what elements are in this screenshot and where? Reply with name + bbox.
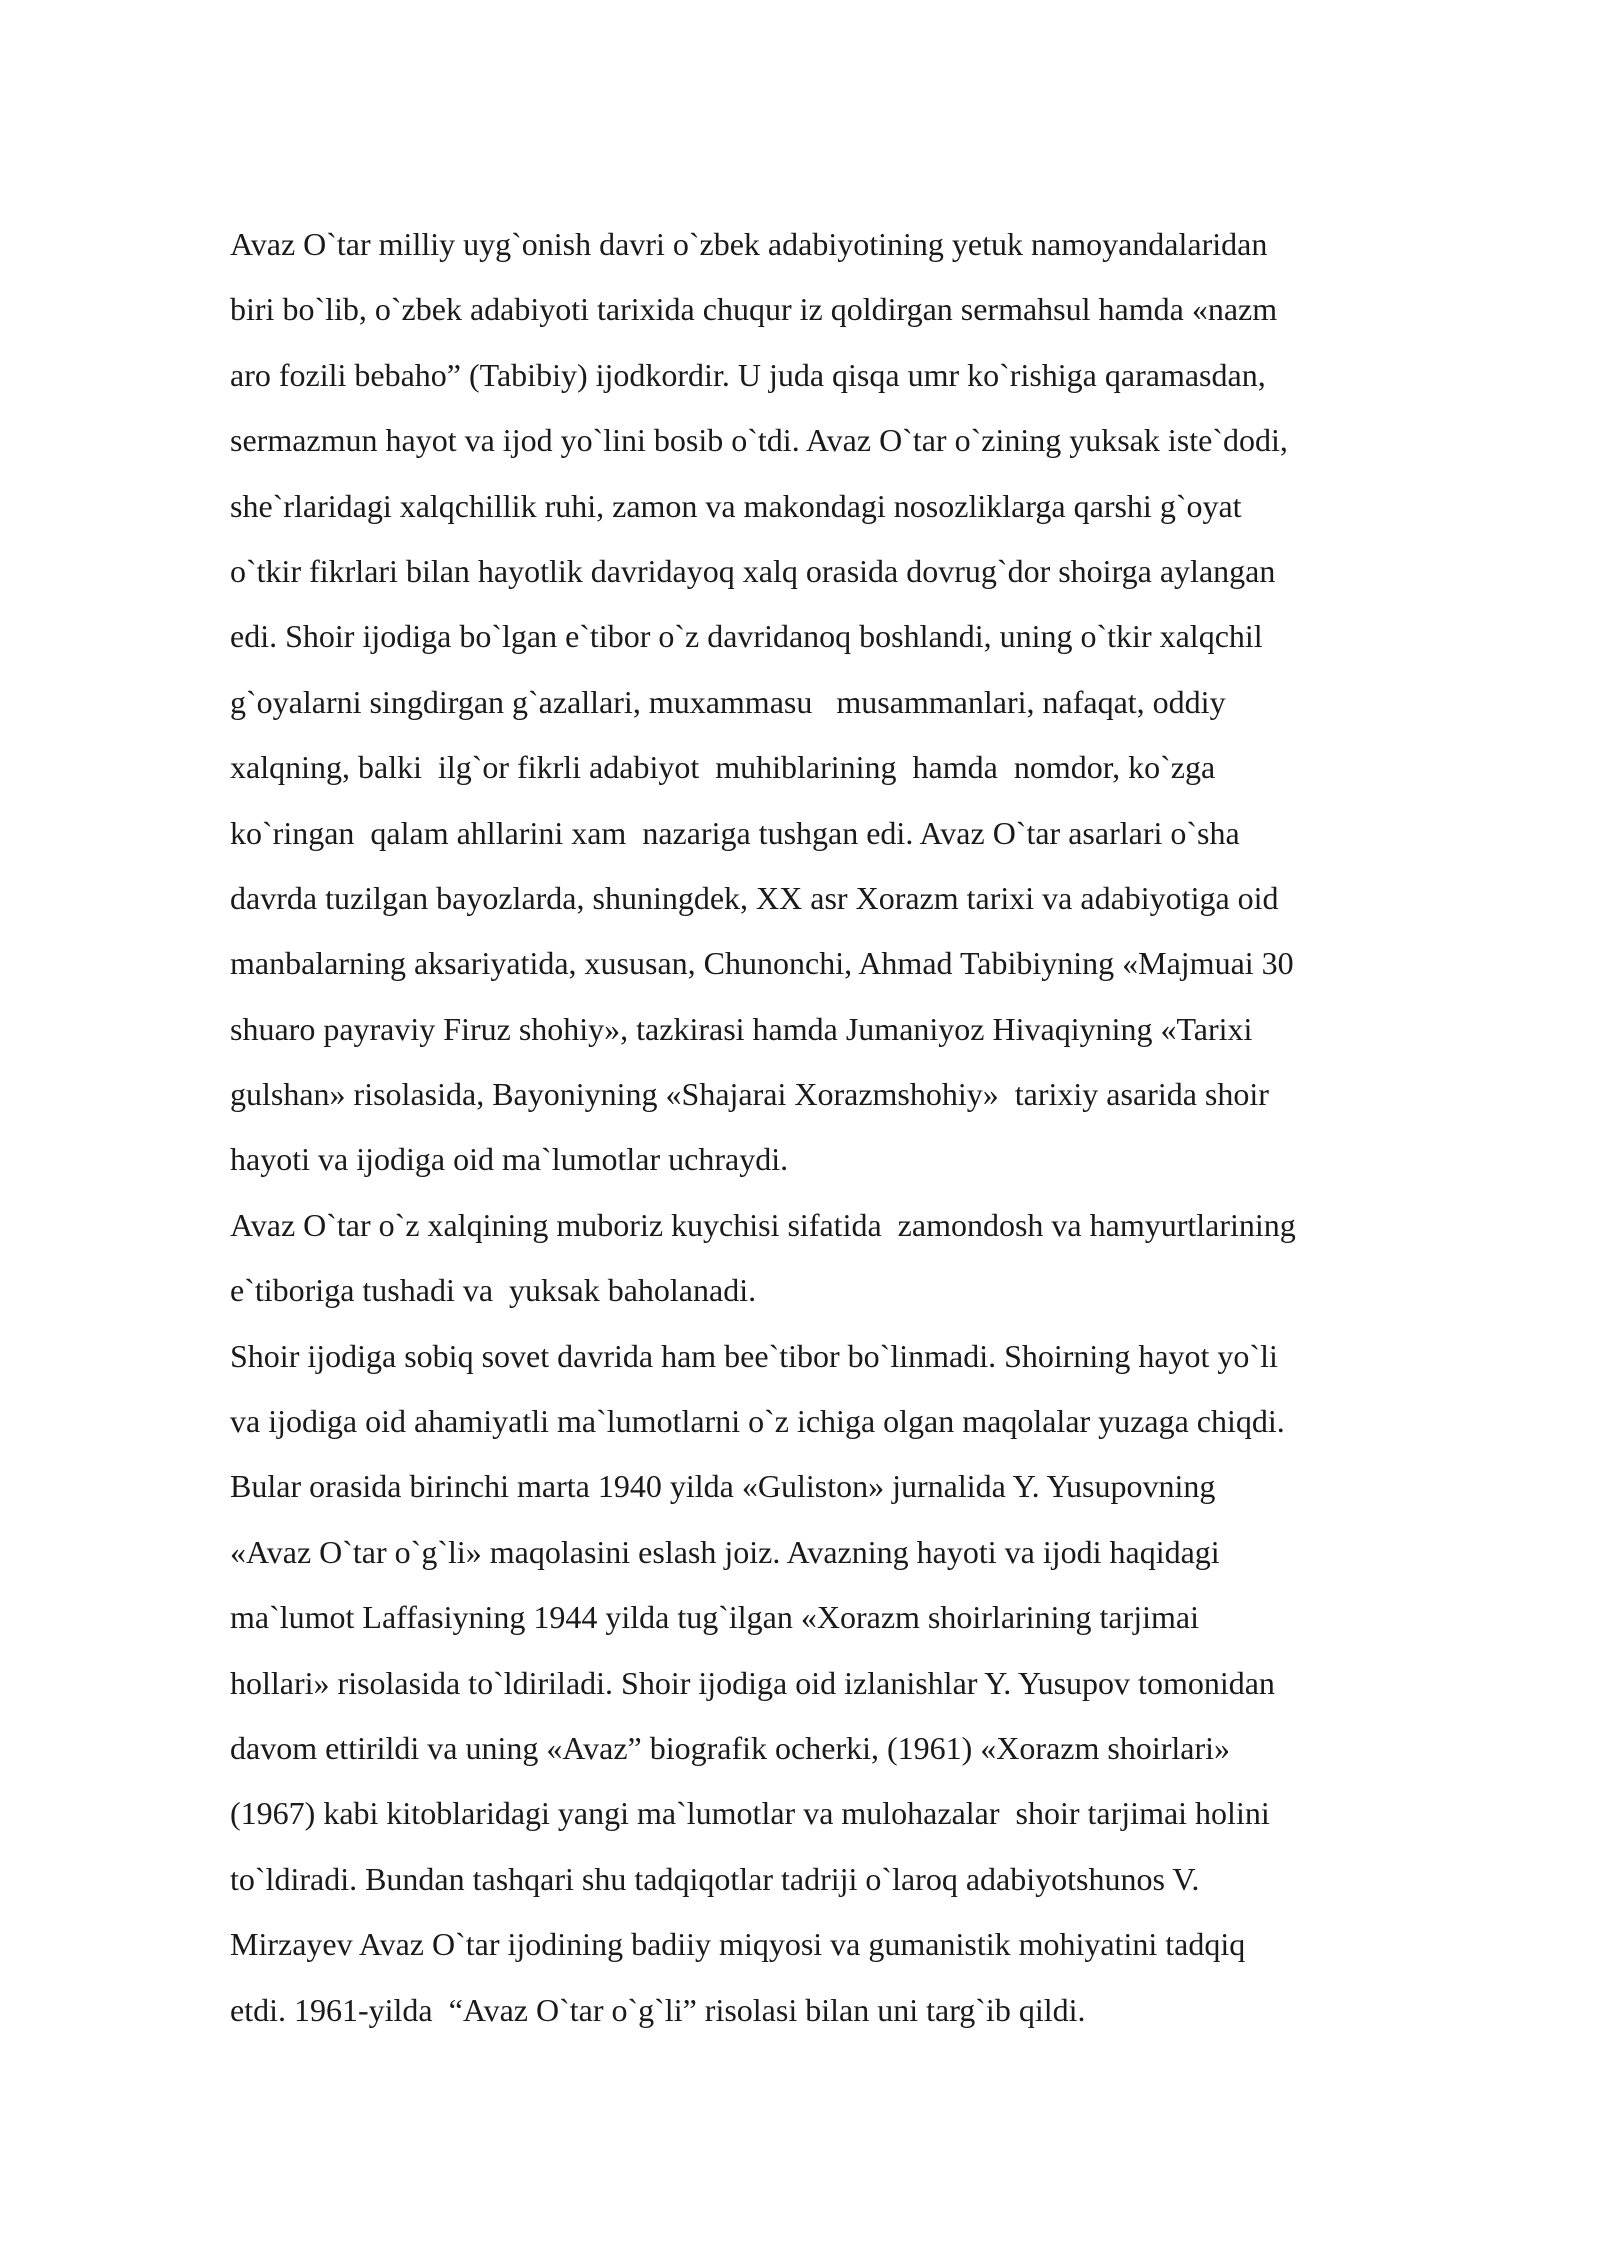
text-line: «Avaz O`tar o`g`li» maqolasini eslash joiz. Avazning hayoti va ijodi haqidagi [230, 1533, 1220, 1570]
text-line: Bular orasida birinchi marta 1940 yilda «Guliston» jurnalida Y. Yusupovning [230, 1468, 1216, 1505]
text-line: e`tiboriga tushadi va yuksak baholanadi. [230, 1272, 757, 1309]
text-line: edi. Shoir ijodiga bo`lgan e`tibor o`z davridanoq boshlandi, uning o`tkir xalqchil [230, 618, 1263, 655]
text-line: davrda tuzilgan bayozlarda, shuningdek, XX asr Xorazm tarixi va adabiyotiga oid [230, 879, 1279, 916]
text-line: ma`lumot Laffasiyning 1944 yilda tug`ilgan «Xorazm shoirlarining tarjimai [230, 1599, 1199, 1636]
text-line: Avaz O`tar milliy uyg`onish davri o`zbek adabiyotining yetuk namoyandalaridan [230, 226, 1268, 262]
text-line: g`oyalarni singdirgan g`azallari, muxammasu musammanlari, nafaqat, oddiy [230, 683, 1226, 720]
text-line: manbalarning aksariyatida, xususan, Chunonchi, Ahmad Tabibiyning «Majmuai 30 [230, 945, 1294, 982]
text-line: davom ettirildi va uning «Avaz” biografik ocherki, (1961) «Xorazm shoirlari» [230, 1729, 1230, 1766]
text-line: gulshan» risolasida, Bayoniyning «Shajarai Xorazmshohiy» tarixiy asarida shoir [230, 1076, 1269, 1113]
text-line: Mirzayev Avaz O`tar ijodining badiiy miqyosi va gumanistik mohiyatini tadqiq [230, 1926, 1246, 1963]
text-line: hayoti va ijodiga oid ma`lumotlar uchraydi. [230, 1141, 789, 1178]
text-line: va ijodiga oid ahamiyatli ma`lumotlarni o`z ichiga olgan maqolalar yuzaga chiqdi. [230, 1403, 1285, 1440]
text-line: hollari» risolasida to`ldiriladi. Shoir ijodiga oid izlanishlar Y. Yusupov tomonidan [230, 1664, 1275, 1701]
text-line: biri bo`lib, o`zbek adabiyoti tarixida chuqur iz qoldirgan sermahsul hamda «nazm [230, 291, 1278, 328]
text-line: she`rlaridagi xalqchillik ruhi, zamon va makondagi nosozliklarga qarshi g`oyat [230, 487, 1242, 524]
text-line: etdi. 1961-yilda “Avaz O`tar o`g`li” risolasi bilan uni targ`ib qildi. [230, 1991, 1086, 2028]
text-line: aro fozili bebaho” (Tabibiy) ijodkordir. U juda qisqa umr ko`rishiga qaramasdan, [230, 356, 1266, 393]
body-text [230, 212, 1520, 2043]
text-line: ko`ringan qalam ahllarini xam nazariga tushgan edi. Avaz O`tar asarlari o`sha [230, 814, 1240, 851]
text-line: o`tkir fikrlari bilan hayotlik davridayoq xalq orasida dovrug`dor shoirga aylangan [230, 552, 1276, 589]
text-line: Avaz O`tar o`z xalqining muboriz kuychisi sifatida zamondosh va hamyurtlarining [230, 1206, 1296, 1243]
text-line: sermazmun hayot va ijod yo`lini bosib o`tdi. Avaz O`tar o`zining yuksak iste`dodi, [230, 422, 1288, 459]
text-line: to`ldiradi. Bundan tashqari shu tadqiqotlar tadriji o`laroq adabiyotshunos V. [230, 1860, 1200, 1897]
text-line: xalqning, balki ilg`or fikrli adabiyot muhiblarining hamda nomdor, ko`zga [230, 749, 1216, 786]
text-line: (1967) kabi kitoblaridagi yangi ma`lumotlar va mulohazalar shoir tarjimai holini [230, 1795, 1270, 1832]
text-line: Shoir ijodiga sobiq sovet davrida ham bee`tibor bo`linmadi. Shoirning hayot yo`li [230, 1337, 1278, 1374]
text-line: shuaro payraviy Firuz shohiy», tazkirasi hamda Jumaniyoz Hivaqiyning «Tarixi [230, 1010, 1253, 1047]
